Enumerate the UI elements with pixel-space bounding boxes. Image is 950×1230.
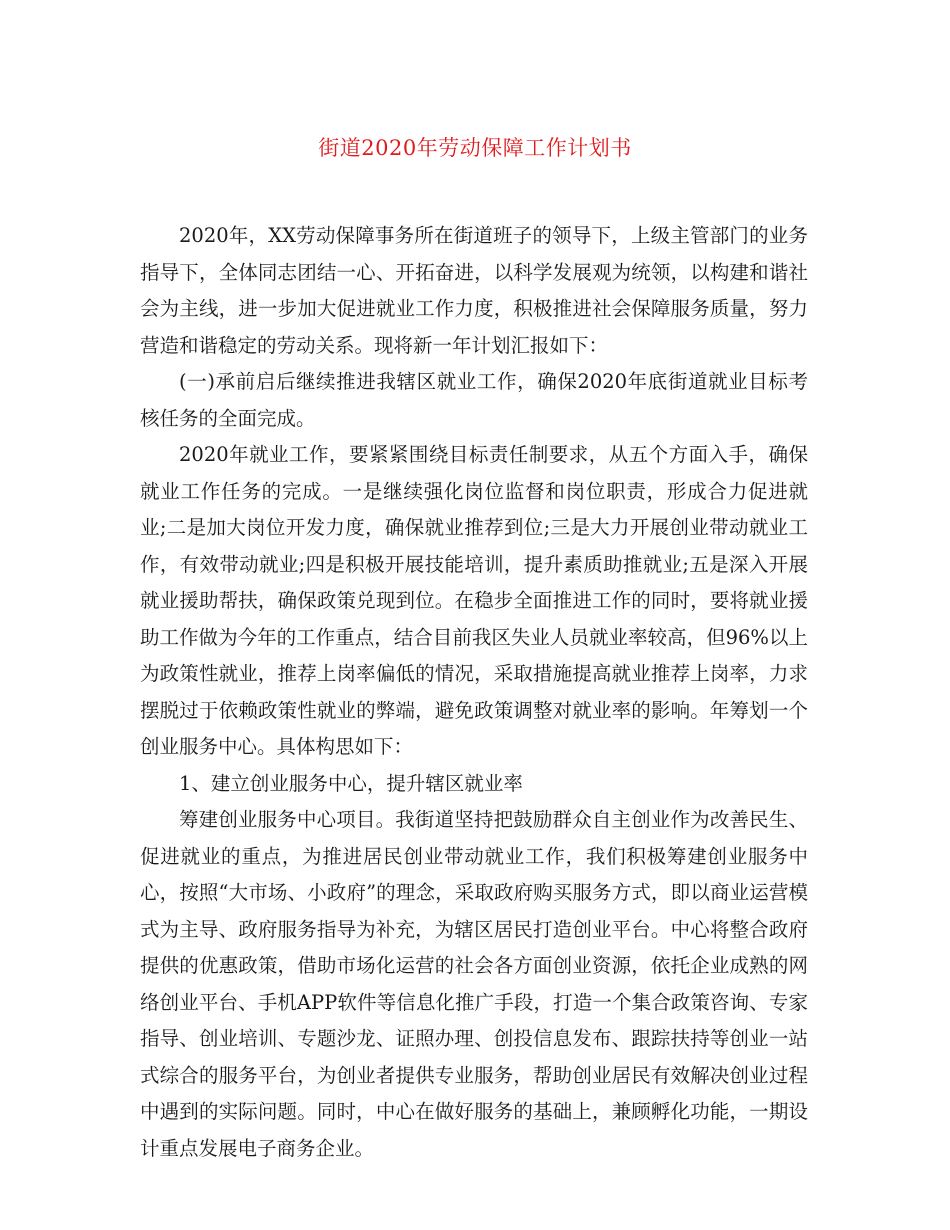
paragraph-employment-work: 2020年就业工作，要紧紧围绕目标责任制要求，从五个方面入手，确保就业工作任务的完成。一是继续强化岗位监督和岗位职责，形成合力促进就业;二是加大岗位开发力度，确保就业推荐到位;三是大力开展创业带动就业工作，有效带动就业;四是积极开展技能培训，提升素质助推就业;五是深入开展就业援助帮扶，确保政策兑现到位。在稳步全面推进工作的同时，要将就业援助工作做为今年的工作重点，结合目前我区失业人员就业率较高，但96%以上为政策性就业，推荐上岗率偏低的情况，采取措施提高就业推荐上岗率，力求摆脱过于依赖政策性就业的弊端，避免政策调整对就业率的影响。年筹划一个创业服务中心。具体构思如下： <box>140 443 808 758</box>
paragraph-service-center: 筹建创业服务中心项目。我街道坚持把鼓励群众自主创业作为改善民生、促进就业的重点，为推进居民创业带动就业工作，我们积极筹建创业服务中心，按照“大市场、小政府”的理念，采取政府购买服务方式，即以商业运营模式为主导、政府服务指导为补充，为辖区居民打造创业平台。中心将整合政府提供的优惠政策，借助市场化运营的社会各方面创业资源，依托企业成熟的网络创业平台、手机APP软件等信息化推广手段，打造一个集合政策咨询、专家指导、创业培训、专题沙龙、证照办理、创投信息发布、跟踪扶持等创业一站式综合的服务平台，为创业者提供专业服务，帮助创业居民有效解决创业过程中遇到的实际问题。同时，中心在做好服务的基础上，兼顾孵化功能，一期设计重点发展电子商务企业。 <box>140 808 808 1160</box>
document-body <box>140 218 808 1167</box>
paragraph-subheading: 1、建立创业服务中心，提升辖区就业率 <box>179 771 523 795</box>
paragraph-section-one: (一)承前启后继续推进我辖区就业工作，确保2020年底街道就业目标考核任务的全面完成。 <box>140 370 808 430</box>
paragraph-intro: 2020年，XX劳动保障事务所在街道班子的领导下，上级主管部门的业务指导下，全体同志团结一心、开拓奋进，以科学发展观为统领，以构建和谐社会为主线，进一步加大促进就业工作力度，积极推进社会保障服务质量，努力营造和谐稳定的劳动关系。现将新一年计划汇报如下： <box>140 224 808 357</box>
document-title: 街道2020年劳动保障工作计划书 <box>318 136 632 160</box>
